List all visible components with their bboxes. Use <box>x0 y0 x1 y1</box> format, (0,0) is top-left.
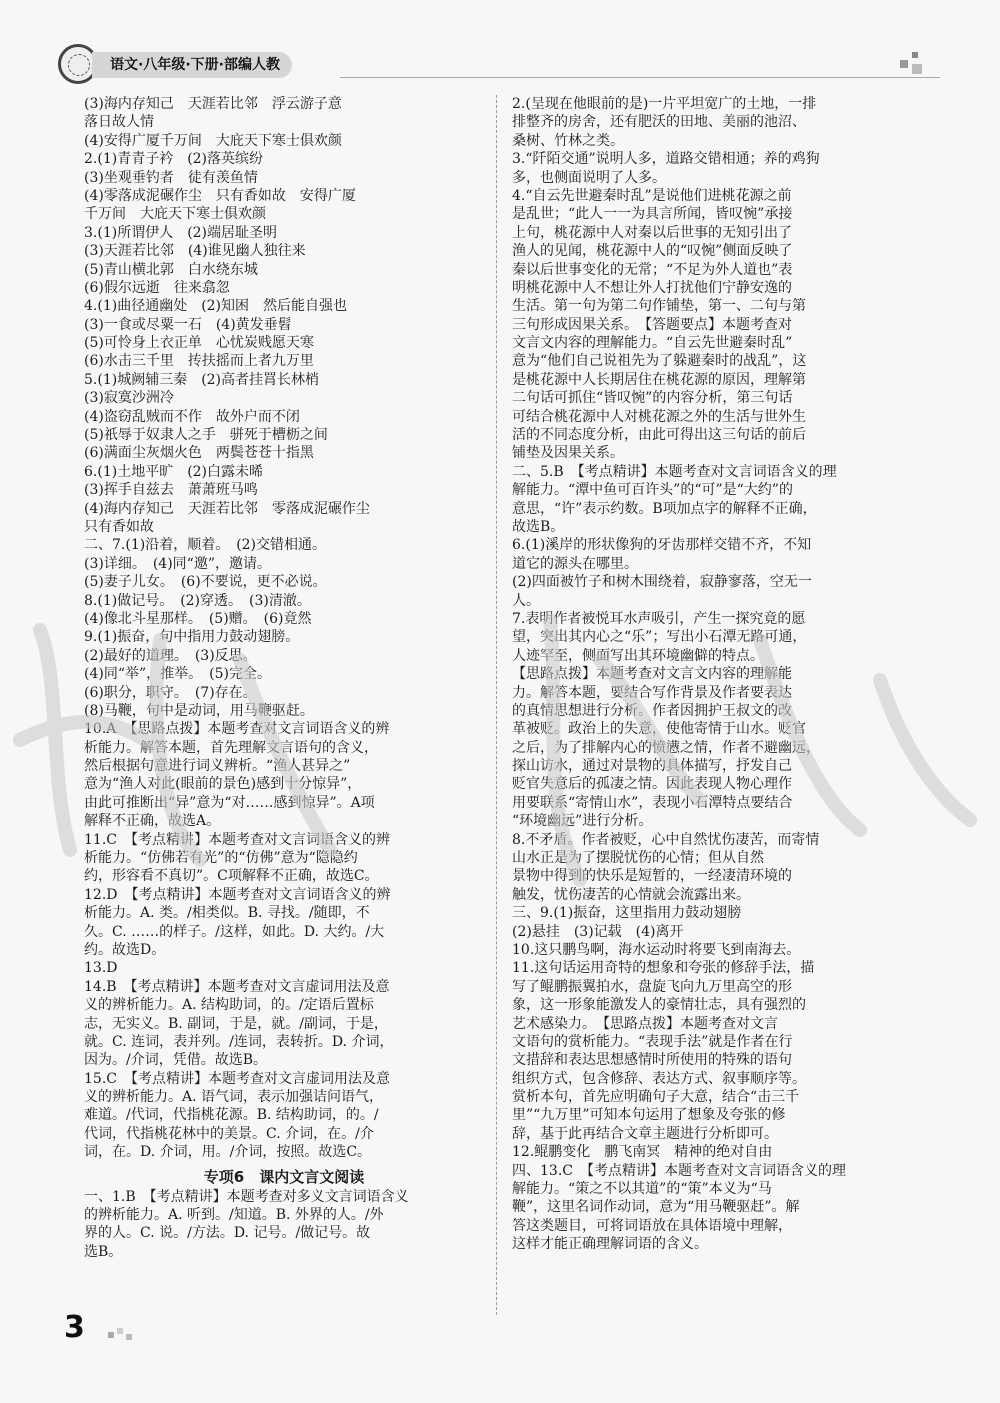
text-line: (4)海内存知己 天涯若比邻 零落成泥碾作尘 <box>84 500 370 517</box>
text-line: 三、9.(1)振奋，这里指用力鼓动翅膀 <box>512 905 742 922</box>
text-line: 9.(1)振奋，句中指用力鼓动翅膀。 <box>84 629 300 646</box>
text-line: 义的辨析能力。A. 语气词，表示加强诘问语气， <box>84 1089 384 1106</box>
text-line: (3)坐观垂钓者 徒有羡鱼情 <box>84 169 258 186</box>
text-line: 秦以后世事变化的无常；“不足为外人道也”表 <box>512 261 793 278</box>
text-line: (6)职分，职守。 (7)存在。 <box>84 684 257 701</box>
text-line: 活的不同态度分析，由此可得出这三句话的前后 <box>512 427 806 444</box>
text-line: 由此可推断出“异”意为“对……感到惊异”。A项 <box>84 794 375 811</box>
text-line: 6.(1)土地平旷 (2)白露未晞 <box>84 463 264 480</box>
text-line: 里”“九万里”可知本句运用了想象及夸张的修 <box>512 1107 786 1124</box>
text-line: 故选B。 <box>512 518 565 535</box>
text-line: (3)详细。 (4)同“邀”，邀请。 <box>84 555 271 572</box>
decor-square <box>900 60 908 68</box>
text-line: 然后根据句意进行词义辨析。“渔人甚异之” <box>84 758 351 775</box>
text-line: 生活。第一句为第二句作铺垫，第一、二句与第 <box>512 298 806 315</box>
text-line: 6.(1)溪岸的形状像狗的牙齿那样交错不齐，不知 <box>512 537 812 554</box>
text-line: 难道。/代词，代指桃花源。B. 结构助词，的。/ <box>84 1107 379 1124</box>
text-line: 解能力。“潭中鱼可百许头”的“可”是“大约”的 <box>512 482 793 499</box>
text-line: 文言文内容的理解能力。“自云先世避秦时乱” <box>512 335 793 352</box>
text-line: 落日故人情 <box>84 114 154 131</box>
text-line: 4.(1)曲径通幽处 (2)知困 然后能自强也 <box>84 298 348 315</box>
text-line: 词，在。D. 介词，用。/介词，按照。故选C。 <box>84 1144 372 1161</box>
text-line: (3)海内存知己 天涯若比邻 浮云游子意 <box>84 96 342 112</box>
text-line: (3)天涯若比邻 (4)谁见幽人独往来 <box>84 243 306 260</box>
text-line: 约。故选D。 <box>84 941 166 958</box>
decor-square <box>912 64 922 74</box>
text-line: 意思，“许”表示约数。B项加点字的解释不正确， <box>512 500 817 517</box>
text-line: 力。解答本题，要结合写作背景及作者要表达 <box>512 684 792 701</box>
text-line: 解释不正确，故选A。 <box>84 813 221 830</box>
text-line: (4)零落成泥碾作尘 只有香如故 安得广厦 <box>84 187 356 204</box>
text-line: 排整齐的房舍，还有肥沃的田地、美丽的池沼、 <box>512 114 806 131</box>
text-line: (4)安得广厦千万间 大庇天下寒士俱欢颜 <box>84 132 342 149</box>
text-line: 贬官失意后的孤凄之情。因此表现人物心理作 <box>512 776 792 793</box>
section-title: 专项6 课内文言文阅读 <box>203 1167 365 1186</box>
text-line: 界的人。C. 说。/方法。D. 记号。/做记号。故 <box>84 1225 371 1242</box>
text-line: 二句话可抓住“皆叹惋”的内容分析，第三句话 <box>512 390 793 407</box>
text-line: 义的辨析能力。A. 结构助词，的。/定语后置标 <box>84 997 374 1014</box>
text-line: 3.(1)所谓伊人 (2)端居耻圣明 <box>84 224 278 241</box>
text-line: 二、7.(1)沿着，顺着。 (2)交错相通。 <box>84 537 327 554</box>
text-line: 析能力。A. 类。/相类似。B. 寻找。/随即，不 <box>84 905 370 922</box>
text-line: 答这类题目，可将词语放在具体语境中理解， <box>512 1217 792 1234</box>
text-line: (4)同“举”，推举。 (5)完全。 <box>84 666 271 683</box>
text-line: 多，也侧面说明了人多。 <box>512 169 666 186</box>
text-line: 上句，桃花源中人对秦以后世事的无知引出了 <box>512 224 792 241</box>
page-number: 3 <box>64 1310 85 1345</box>
text-line: 析能力。“仿佛若有光”的“仿佛”意为“隐隐约 <box>84 850 358 867</box>
text-line: 铺垫及因果关系。 <box>512 445 624 462</box>
text-line: 望，突出其内心之“乐”；写出小石潭无路可通， <box>512 629 807 646</box>
text-line: 选B。 <box>84 1243 123 1260</box>
text-line: 4.“自云先世避秦时乱”是说他们进桃花源之前 <box>512 187 792 204</box>
text-line: 13.D <box>84 960 118 977</box>
text-line: 的辨析能力。A. 听到。/知道。B. 外界的人。/外 <box>84 1207 384 1224</box>
text-line: 2.(呈现在他眼前的是)一片平坦宽广的土地，一排 <box>512 96 817 112</box>
text-line: 只有香如故 <box>84 518 154 535</box>
text-line: (4)像北斗星那样。 (5)赠。 (6)竟然 <box>84 610 312 627</box>
text-line: 文语句的赏析能力。“表现手法”就是作者在行 <box>512 1033 793 1050</box>
text-line: 14.B 【考点精讲】本题考查对文言虚词用法及意 <box>84 978 390 995</box>
text-line: 明桃花源中人不想让外人打扰他们宁静安逸的 <box>512 279 792 296</box>
text-line: 道它的源头在哪里。 <box>512 555 638 572</box>
text-line: 志，无实义。B. 副词，于是，就。/副词，于是， <box>84 1015 388 1032</box>
text-line: 11.C 【考点精讲】本题考查对文言词语含义的辨 <box>84 831 390 848</box>
text-line: 写了鲲鹏振翼拍水，盘旋飞向九万里高空的形 <box>512 978 792 995</box>
text-line: 7.表明作者被悦耳水声吸引，产生一探究竟的愿 <box>512 610 806 627</box>
text-line: 组织方式，包含修辞、表达方式、叙事顺序等。 <box>512 1070 806 1087</box>
text-line: 意为“他们自己说祖先为了躲避秦时的战乱”，这 <box>512 353 807 370</box>
text-line: 8.(1)做记号。 (2)穿透。 (3)清澈。 <box>84 592 311 609</box>
text-line: 【思路点拨】本题考查对文言文内容的理解能 <box>512 666 792 683</box>
text-line: (6)假尔远逝 往来翕忽 <box>84 279 230 296</box>
text-line: 三句形成因果关系。 【答题要点】本题考查对 <box>512 316 792 333</box>
text-line: 二、5.B 【考点精讲】本题考查对文言词语含义的理 <box>512 463 837 480</box>
text-line: (3)挥手自兹去 萧萧班马鸣 <box>84 482 258 499</box>
text-line: 这样才能正确理解词语的含义。 <box>512 1236 708 1253</box>
text-line: 11.这句话运用奇特的想象和夸张的修辞手法，描 <box>512 960 815 977</box>
text-line: 代词，代指桃花林中的美景。C. 介词，在。/介 <box>84 1125 374 1142</box>
text-line: 探山访水，通过对景物的具体描写，抒发自己 <box>512 758 792 775</box>
text-line: 的真情思想进行分析。作者因拥护王叔文的改 <box>512 702 792 719</box>
text-line: 2.(1)青青子衿 (2)落英缤纷 <box>84 151 264 168</box>
text-line: 人迹罕至，侧面写出其环境幽僻的特点。 <box>512 647 764 664</box>
text-line: 意为“渔人对此(眼前的景色)感到十分惊异”， <box>84 776 362 793</box>
text-line: (5)可怜身上衣正单 心忧炭贱愿天寒 <box>84 335 314 352</box>
text-line: 千万间 大庇天下寒士俱欢颜 <box>84 206 266 223</box>
text-line: (3)寂寞沙洲冷 <box>84 390 174 407</box>
text-line: (5)妻子儿女。 (6)不要说，更不必说。 <box>84 574 327 591</box>
text-line: 一、1.B 【考点精讲】本题考查对多义文言词语含义 <box>84 1188 409 1205</box>
text-line: (3)一食或尽粟一石 (4)黄发垂髫 <box>84 316 292 333</box>
text-line: 渔人的见闻，桃花源中人的“叹惋”侧面反映了 <box>512 243 793 260</box>
text-line: (4)盗窃乱贼而不作 故外户而不闭 <box>84 408 300 425</box>
text-line: 辞，基于此再结合文章主题进行分析即可。 <box>512 1125 778 1142</box>
text-line: 析能力。解答本题，首先理解文言语句的含义， <box>84 739 378 756</box>
left-column <box>84 95 484 1261</box>
text-line: 3.“阡陌交通”说明人多，道路交错相通；养的鸡狗 <box>512 151 820 168</box>
text-line: (5)青山横北郭 白水绕东城 <box>84 261 258 278</box>
text-line: 艺术感染力。 【思路点拨】本题考查对文言 <box>512 1015 778 1032</box>
text-line: 象，这一形象能激发人的豪情壮志，具有强烈的 <box>512 997 806 1014</box>
text-line: 12.D 【考点精讲】本题考查对文言词语含义的辨 <box>84 886 391 903</box>
text-line: 人。 <box>512 592 540 609</box>
text-line: 是桃花源中人长期居住在桃花源的原因，理解第 <box>512 371 806 388</box>
text-line: 鞭”，这里名词作动词，意为“用马鞭驱赶”。解 <box>512 1199 800 1216</box>
text-line: “环境幽远”进行分析。 <box>512 813 653 830</box>
text-line: (6)水击三千里 抟扶摇而上者九万里 <box>84 353 314 370</box>
text-line: 景物中得到的快乐是短暂的，一经凄清环境的 <box>512 868 792 885</box>
text-line: 8.不矛盾。作者被贬，心中自然忧伤凄苦，而寄情 <box>512 831 820 848</box>
text-line: (6)满面尘灰烟火色 两鬓苍苍十指黑 <box>84 445 314 462</box>
text-line: 5.(1)城阙辅三秦 (2)高者挂罥长林梢 <box>84 371 320 388</box>
text-line: 是乱世；“此人一一为具言所闻，皆叹惋”承接 <box>512 206 793 223</box>
text-line: 桑树、竹林之类。 <box>512 132 624 149</box>
right-column <box>512 95 932 1254</box>
text-line: 文措辞和表达思想感情时所使用的特殊的语句 <box>512 1052 792 1069</box>
text-line: 15.C 【考点精讲】本题考查对文言虚词用法及意 <box>84 1070 390 1087</box>
text-line: (8)马鞭，句中是动词，用马鞭驱赶。 <box>84 702 314 719</box>
text-line: (2)最好的道理。 (3)反思。 <box>84 647 257 664</box>
text-line: 就。C. 连词，表并列。/连词，表转折。D. 介词， <box>84 1033 394 1050</box>
column-divider <box>496 95 497 1315</box>
decor-square <box>912 52 918 58</box>
text-line: 四、13.C 【考点精讲】本题考查对文言词语含义的理 <box>512 1162 846 1179</box>
text-line: 可结合桃花源中人对桃花源之外的生活与世外生 <box>512 408 806 425</box>
text-line: 触发，忧伤凄苦的心情就会流露出来。 <box>512 886 750 903</box>
text-line: 10.这只鹏鸟啊，海水运动时将要飞到南海去。 <box>512 941 801 958</box>
text-line: 因为。/介词，凭借。故选B。 <box>84 1052 268 1069</box>
text-line: 山水正是为了摆脱忧伤的心情；但从自然 <box>512 850 764 867</box>
text-line: 10.A 【思路点拨】本题考查对文言词语含义的辨 <box>84 721 390 738</box>
header-rule <box>340 77 940 78</box>
header-title: 语文·八年级·下册·部编人教 <box>92 52 292 78</box>
page-header <box>50 42 955 88</box>
page-number-decor <box>108 1328 138 1342</box>
text-line: (2)悬挂 (3)记载 (4)离开 <box>512 923 684 940</box>
text-line: 久。C. ……的样子。/这样，如此。D. 大约。/大 <box>84 923 385 940</box>
text-line: 之后，为了排解内心的愤懑之情，作者不避幽远， <box>512 739 820 756</box>
text-line: (2)四面被竹子和树木围绕着，寂静寥落，空无一 <box>512 574 812 591</box>
text-line: 12.鲲鹏变化 鹏飞南冥 精神的绝对自由 <box>512 1144 773 1161</box>
text-line: 约，形容看不真切”。C项解释不正确，故选C。 <box>84 868 379 885</box>
text-line: (5)祇辱于奴隶人之手 骈死于槽枥之间 <box>84 427 328 444</box>
text-line: 用要联系“寄情山水”，表现小石潭特点要结合 <box>512 794 793 811</box>
text-line: 革被贬。政治上的失意，使他寄情于山水。贬官 <box>512 721 806 738</box>
text-line: 赏析本句，首先应明确句子大意，结合“击三千 <box>512 1089 800 1106</box>
text-line: 解能力。“策之不以其道”的“策”本义为“马 <box>512 1181 772 1198</box>
